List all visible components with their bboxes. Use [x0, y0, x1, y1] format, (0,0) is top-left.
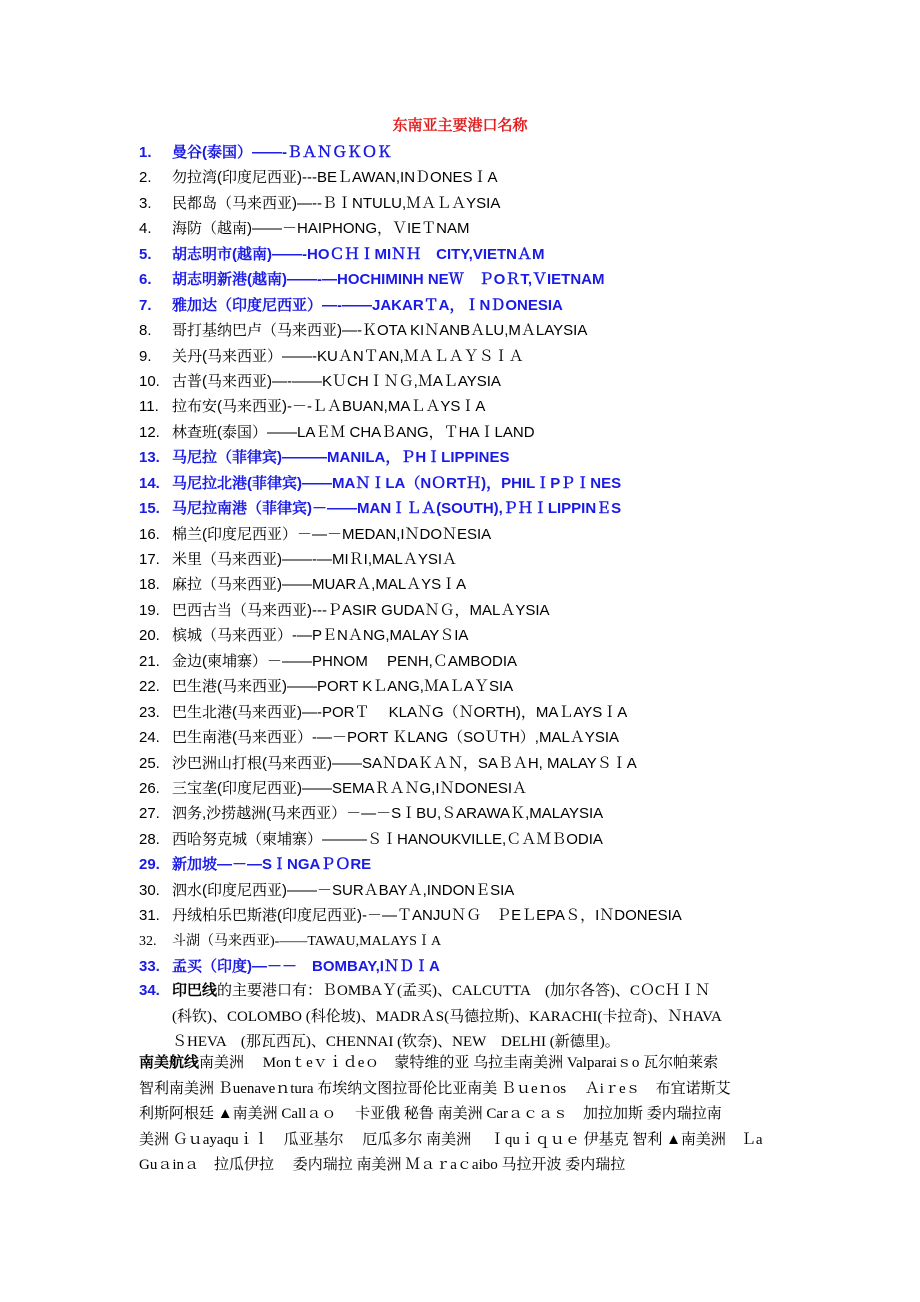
port-list-item — [139, 572, 789, 597]
port-list-item — [139, 547, 789, 572]
list-item-text: 新加坡—－—SＩNGAＰＯRE — [172, 856, 372, 874]
list-item-text: 勿拉湾(印度尼西亚)---BEＬAWAN,INＤONESＩA — [172, 169, 498, 187]
list-item-number: 13. — [139, 449, 160, 467]
list-item-text: 金边(柬埔寨）－——PHNOM PENH,ＣAMBODIA — [172, 652, 518, 670]
port-list-item — [139, 216, 789, 241]
south-america-label: 南美航线 — [139, 1054, 200, 1071]
port-list-item — [139, 598, 789, 623]
list-item-number: 31. — [139, 907, 160, 925]
port-list-item — [139, 903, 789, 928]
list-item-text: 胡志明新港(越南)——-—HOCHIMINH NEＷ ＰOＲT,ＶIETNAM — [172, 271, 605, 289]
port-list-item — [139, 140, 789, 165]
list-item-number: 28. — [139, 830, 160, 848]
list-item-text: 雅加达（印度尼西亚）—-——JAKARＴA，ＩNＤONESIA — [172, 296, 563, 314]
list-item-number: 23. — [139, 703, 160, 721]
port-list-item — [139, 801, 789, 826]
port-list-item — [139, 165, 789, 190]
list-item-number: 1. — [139, 144, 152, 161]
south-america-line4: 美洲 Ｇｕayaquｉｌ 瓜亚基尔 厄瓜多尔 南美洲 Ｉquｉｑｕｅ 伊基克 智利 ▲南美洲 Ｌa — [139, 1131, 763, 1148]
list-item-text: 林查班(泰国）——LAＥＭ CHAＢANG，ＴHAＩLAND — [172, 423, 535, 441]
item-34-text-3: ＳHEVA (那瓦西瓦)、CHENNAI (钦奈)、NEW DELHI (新德里)。 — [172, 1034, 620, 1050]
south-america-line1 — [139, 1050, 794, 1077]
south-america-paragraph — [139, 1050, 794, 1179]
south-america-line3: 利斯阿根廷 ▲南美洲 Callａｏ 卡亚俄 秘鲁 南美洲 Carａｃａｓ 加拉加斯 委内瑞拉南 — [139, 1106, 722, 1122]
list-item-number: 33. — [139, 958, 160, 975]
list-item-number: 30. — [139, 881, 160, 899]
list-item-number: 25. — [139, 754, 160, 772]
list-item-number: 24. — [139, 729, 160, 747]
list-item-text: 民都岛（马来西亚)—--ＢＩNTULU,ＭＡＬＡYSIA — [172, 194, 501, 212]
list-item-text: 马尼拉北港(菲律宾)——MAＮＩLA（NＯRTＨ)，PHILＩPＰＩNES — [172, 474, 622, 492]
port-list-item — [139, 649, 789, 674]
port-list-item — [139, 954, 789, 979]
list-item-text: 马尼拉南港（菲律宾)－——MANＩＬＡ(SOUTH),ＰＨＩLIPPINＥS — [172, 500, 622, 518]
port-list-item — [139, 293, 789, 318]
list-item-number: 20. — [139, 627, 160, 645]
list-item-text: 西哈努克城（柬埔寨）———ＳＩHANOUKVILLE,ＣＡＭＢODIA — [172, 830, 603, 848]
port-list — [139, 140, 789, 979]
port-list-item — [139, 242, 789, 267]
list-item-number: 3. — [139, 194, 152, 212]
list-item-number: 15. — [139, 500, 160, 518]
list-item-number: 21. — [139, 652, 160, 670]
item-34-label: 印巴线 — [172, 982, 218, 999]
south-america-line2: 智利南美洲 Ｂuenaveｎtura 布埃纳文图拉哥伦比亚南美 Ｂｕeｎos Ａiｒeｓ 布宜诺斯艾 — [139, 1080, 731, 1097]
port-list-item — [139, 700, 789, 725]
list-item-text: 米里（马来西亚)——-—MIＲI,MALＡYSIＡ — [172, 551, 458, 568]
list-item-number: 18. — [139, 576, 160, 594]
port-list-item — [139, 318, 789, 343]
document-title: 东南亚主要港口名称 — [392, 117, 528, 134]
list-item-number: 9. — [139, 347, 152, 365]
port-list-item — [139, 751, 789, 776]
port-list-item — [139, 394, 789, 419]
port-list-item — [139, 496, 789, 521]
port-list-item — [139, 344, 789, 369]
port-list-item — [139, 623, 789, 648]
list-item-number: 26. — [139, 779, 160, 797]
list-item-text: 孟买（印度)—－－ BOMBAY,IＮＤＩA — [172, 958, 440, 975]
port-list-item — [139, 191, 789, 216]
item-34-text-2: (科钦)、COLOMBO (科伦坡)、MADRＡS(马德拉斯)、KARACHI(卡拉奇)、ＮHAVA — [172, 1008, 722, 1025]
list-item-number: 4. — [139, 220, 152, 238]
list-item-number: 32. — [139, 933, 157, 949]
list-item-number: 8. — [139, 322, 152, 340]
port-list-item — [139, 674, 789, 699]
list-item-text: 槟城（马来西亚）-—PＥNＡNG,MALAYＳIA — [172, 627, 469, 645]
list-item-text: 巴生南港(马来西亚）-—－PORT ＫLANG（SOＵTH）,MALＡYSIA — [172, 729, 619, 747]
list-item-text: 沙巴洲山打根(马来西亚)——SAＮDAＫＡＮ，SAＢＡH, MALAYＳＩA — [172, 754, 637, 772]
list-item-text: 拉布安(马来西亚)-－-ＬＡBUAN,MAＬＡYSＩA — [172, 398, 486, 416]
port-list-item — [139, 369, 789, 394]
list-item-text: 马尼拉（菲律宾)———MANILA，ＰHＩLIPPINES — [172, 449, 510, 467]
list-item-number: 2. — [139, 169, 152, 187]
list-item-number: 5. — [139, 245, 152, 263]
list-item-text: 巴生港(马来西亚)——PORT KＬANG,ＭAＬAＹSIA — [172, 678, 514, 696]
list-item-number: 12. — [139, 423, 160, 441]
item-34-text-1: 的主要港口有：ＢOMBAＹ(孟买)、CALCUTTA (加尔各答)、CＯCＨＩＮ — [217, 983, 710, 999]
south-america-text-1: 南美洲 Monｔeｖｉｄeｏ 蒙特维的亚 乌拉圭南美洲 Valparaiｓo 瓦尔帕莱索 — [199, 1055, 719, 1071]
list-item-text: 泗务,沙捞越洲(马来西亚）－—－SＩBU,ＳARAWAＫ,MALAYSIA — [172, 805, 604, 823]
list-item-text: 关丹(马来西亚）——-KUＡNＴAN,ＭＡＬＡＹＳＩＡ — [172, 347, 524, 365]
south-america-line5: Guａinａ 拉瓜伊拉 委内瑞拉 南美洲 Ｍａｒaｃaibo 马拉开波 委内瑞拉 — [139, 1157, 626, 1173]
list-item-text: 巴生北港(马来西亚)—-PORＴ KLAＮG（ＮORTH)，MAＬAYSＩA — [172, 703, 628, 721]
port-list-item — [139, 852, 789, 877]
port-list-item — [139, 445, 789, 470]
list-item-number: 11. — [139, 398, 159, 416]
port-list-item — [139, 522, 789, 547]
list-item-number: 19. — [139, 601, 160, 619]
port-list-item — [139, 267, 789, 292]
port-list-item — [139, 420, 789, 445]
list-item-number: 22. — [139, 678, 160, 696]
list-item-number: 27. — [139, 805, 160, 823]
list-item-text: 三宝垄(印度尼西亚)——SEMAＲＡＮG,IＮDONESIＡ — [172, 779, 528, 797]
list-item-text: 巴西古当（马来西亚)---ＰASIR GUDAＮＧ，MALＡYSIA — [172, 601, 550, 619]
list-item-text: 棉兰(印度尼西亚）－—－MEDAN,IＮDOＮESIA — [172, 525, 492, 543]
item-34-block — [139, 978, 789, 1056]
port-list-item — [139, 471, 789, 496]
list-item-number: 14. — [139, 474, 160, 492]
item-34-number: 34. — [139, 982, 160, 999]
list-item-text: 曼谷(泰国）——-ＢＡＮＧＫＯＫ — [172, 144, 392, 161]
list-item-number: 16. — [139, 525, 160, 543]
list-item-text: 哥打基纳巴卢（马来西亚)—-ＫOTA KIＮANBＡLU,MＡLAYSIA — [172, 322, 588, 340]
list-item-number: 10. — [139, 372, 160, 390]
list-item-text: 丹绒柏乐巴斯港(印度尼西亚)-－—ＴANJUＮＧ ＰEＬEPAＳ，IＮDONESIA — [172, 907, 682, 925]
port-list-item — [139, 929, 789, 954]
list-item-text: 泗水(印度尼西亚)——－SURＡBAYＡ,INDONＥSIA — [172, 881, 515, 899]
port-list-item — [139, 776, 789, 801]
list-item-number: 6. — [139, 271, 152, 289]
port-list-item — [139, 827, 789, 852]
port-list-item — [139, 725, 789, 750]
list-item-text: 古普(马来西亚)—-——KＵCHＩＮＧ,ＭAＬAYSIA — [172, 372, 501, 390]
port-list-item — [139, 878, 789, 903]
list-item-text: 斗湖（马来西亚)-——TAWAU,MALAYSＩA — [172, 933, 442, 949]
list-item-text: 胡志明市(越南)——-HOＣＨＩMIＮＨ CITY,VIETNＡM — [172, 245, 545, 263]
list-item-text: 海防（越南)——－HAIPHONG，ＶIEＴNAM — [172, 220, 470, 238]
item-34-line1 — [139, 978, 789, 1005]
list-item-number: 17. — [139, 551, 160, 568]
list-item-number: 29. — [139, 856, 160, 874]
list-item-number: 7. — [139, 296, 152, 314]
list-item-text: 麻拉（马来西亚)——MUARＡ,MALＡYSＩA — [172, 576, 467, 594]
